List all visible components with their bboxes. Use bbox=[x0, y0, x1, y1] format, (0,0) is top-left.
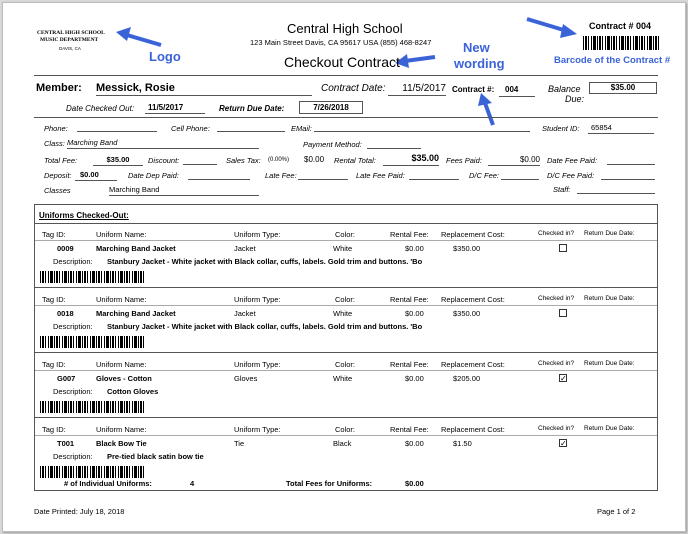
date-printed: Date Printed: July 18, 2018 bbox=[34, 507, 125, 516]
annotation-barcode: Barcode of the Contract # bbox=[554, 55, 671, 66]
item-barcode-icon bbox=[40, 336, 144, 348]
description-label: Description: bbox=[53, 387, 93, 396]
uniform-color: White bbox=[333, 309, 353, 318]
total-fee-label: Total Fee: bbox=[44, 156, 78, 165]
tag-id: 0018 bbox=[57, 309, 74, 318]
uniform-type-header: Uniform Type: bbox=[234, 230, 281, 239]
tag-id-header: Tag ID: bbox=[42, 230, 66, 239]
staff-field bbox=[577, 193, 655, 194]
uniform-name-header: Uniform Name: bbox=[96, 425, 147, 434]
discount-field bbox=[183, 164, 217, 165]
replacement-cost-header: Replacement Cost: bbox=[441, 360, 505, 369]
payment-method-field bbox=[367, 148, 421, 149]
date-dep-paid-field bbox=[188, 179, 250, 180]
contract-num-value: 004 bbox=[499, 85, 535, 97]
checked-in-checkbox[interactable]: ✓ bbox=[560, 374, 567, 383]
checked-in-header: Checked in? bbox=[538, 230, 575, 237]
class-label: Class: bbox=[44, 139, 65, 148]
uniforms-section bbox=[34, 204, 658, 491]
logo-line3: DAVIS, CA bbox=[59, 46, 81, 51]
date-out-value: 11/5/2017 bbox=[145, 103, 205, 114]
email-field bbox=[314, 131, 530, 132]
color-header: Color: bbox=[335, 295, 356, 304]
page-title: Checkout Contract bbox=[284, 54, 400, 70]
checked-in-checkbox[interactable] bbox=[559, 309, 567, 317]
uniform-color: White bbox=[333, 374, 353, 383]
rental-fee-header: Rental Fee: bbox=[390, 230, 429, 239]
divider bbox=[35, 240, 657, 241]
late-fee-paid-label: Late Fee Paid: bbox=[356, 171, 405, 180]
contract-barcode-icon bbox=[583, 36, 659, 50]
divider bbox=[35, 370, 657, 371]
cell-label: Cell Phone: bbox=[171, 124, 210, 133]
rental-total-label: Rental Total: bbox=[334, 156, 376, 165]
tag-id: G007 bbox=[57, 374, 76, 383]
member-name: Messick, Rosie bbox=[96, 82, 312, 96]
uniform-name-header: Uniform Name: bbox=[96, 295, 147, 304]
member-label: Member: bbox=[36, 82, 82, 94]
contract-num-label: Contract #: bbox=[452, 85, 495, 94]
annotation-wording: wording bbox=[454, 56, 505, 71]
return-due-label: Return Due Date: bbox=[219, 104, 285, 113]
rental-fee-header: Rental Fee: bbox=[390, 425, 429, 434]
color-header: Color: bbox=[335, 425, 356, 434]
deposit-label: Deposit: bbox=[44, 171, 72, 180]
contract-page bbox=[2, 2, 686, 532]
logo-line1: CENTRAL HIGH SCHOOL bbox=[37, 30, 105, 36]
replacement-cost-header: Replacement Cost: bbox=[441, 230, 505, 239]
checked-in-checkbox[interactable] bbox=[559, 244, 567, 252]
date-dep-paid-label: Date Dep Paid: bbox=[128, 171, 179, 180]
return-due-header: Return Due Date: bbox=[584, 230, 635, 237]
dc-fee-paid-label: D/C Fee Paid: bbox=[547, 171, 595, 180]
checked-in-header: Checked in? bbox=[538, 425, 575, 432]
rental-fee: $0.00 bbox=[405, 374, 424, 383]
replacement-cost: $350.00 bbox=[453, 309, 481, 318]
divider bbox=[35, 435, 657, 436]
school-name: Central High School bbox=[287, 21, 403, 36]
description-label: Description: bbox=[53, 322, 93, 331]
phone-field bbox=[77, 131, 157, 132]
description-value: Cotton Gloves bbox=[107, 387, 159, 396]
uniform-type-header: Uniform Type: bbox=[234, 360, 281, 369]
tag-id: T001 bbox=[57, 439, 75, 448]
late-fee-paid-field bbox=[409, 179, 459, 180]
item-barcode-icon bbox=[40, 401, 144, 413]
phone-label: Phone: bbox=[44, 124, 68, 133]
rental-fee-header: Rental Fee: bbox=[390, 360, 429, 369]
school-address: 123 Main Street Davis, CA 95617 USA (855) 468-8247 bbox=[250, 38, 432, 47]
uniform-item bbox=[35, 224, 657, 286]
logo-line2: MUSIC DEPARTMENT bbox=[40, 37, 99, 43]
rental-total-value: $35.00 bbox=[383, 153, 439, 166]
description-value: Stanbury Jacket - White jacket with Black collar, cuffs, labels. Gold trim and buttons. 'Bo bbox=[107, 322, 423, 331]
date-fee-paid-label: Date Fee Paid: bbox=[547, 156, 598, 165]
return-due-value: 7/26/2018 bbox=[299, 101, 363, 114]
uniform-color: White bbox=[333, 244, 353, 253]
uniform-count-value: 4 bbox=[190, 479, 195, 488]
payment-method-label: Payment Method: bbox=[303, 140, 362, 149]
uniform-type: Jacket bbox=[234, 244, 256, 253]
uniform-color: Black bbox=[333, 439, 352, 448]
late-fee-label: Late Fee: bbox=[265, 171, 297, 180]
description-value: Pre-tied black satin bow tie bbox=[107, 452, 204, 461]
uniform-type-header: Uniform Type: bbox=[234, 295, 281, 304]
divider bbox=[35, 287, 657, 288]
return-due-header: Return Due Date: bbox=[584, 360, 635, 367]
annotation-logo: Logo bbox=[149, 49, 181, 64]
tag-id: 0009 bbox=[57, 244, 74, 253]
classes-value: Marching Band bbox=[109, 185, 259, 196]
color-header: Color: bbox=[335, 360, 356, 369]
uniform-item bbox=[35, 354, 657, 416]
contract-date-value: 11/5/2017 bbox=[388, 83, 446, 96]
classes-label: Classes bbox=[44, 186, 71, 195]
tax-value: $0.00 bbox=[304, 155, 325, 164]
return-due-header: Return Due Date: bbox=[584, 425, 635, 432]
item-barcode-icon bbox=[40, 271, 144, 283]
dc-fee-label: D/C Fee: bbox=[469, 171, 500, 180]
annotation-new: New bbox=[463, 40, 490, 55]
description-label: Description: bbox=[53, 452, 93, 461]
sales-tax-label: Sales Tax: bbox=[226, 156, 261, 165]
replacement-cost: $205.00 bbox=[453, 374, 481, 383]
balance-label-1: Balance bbox=[548, 84, 581, 94]
dc-fee-paid-field bbox=[601, 179, 655, 180]
checked-in-header: Checked in? bbox=[538, 295, 575, 302]
checked-in-header: Checked in? bbox=[538, 360, 575, 367]
uniform-item bbox=[35, 419, 657, 481]
rental-fee: $0.00 bbox=[405, 439, 424, 448]
fees-paid-label: Fees Paid: bbox=[446, 156, 482, 165]
color-header: Color: bbox=[335, 230, 356, 239]
divider bbox=[34, 75, 658, 76]
uniform-name: Black Bow Tie bbox=[96, 439, 147, 448]
replacement-cost-header: Replacement Cost: bbox=[441, 295, 505, 304]
staff-label: Staff: bbox=[553, 185, 571, 194]
tag-id-header: Tag ID: bbox=[42, 425, 66, 434]
uniform-type: Gloves bbox=[234, 374, 258, 383]
uniform-count-label: # of Individual Uniforms: bbox=[64, 479, 152, 488]
tag-id-header: Tag ID: bbox=[42, 295, 66, 304]
late-fee-field bbox=[298, 179, 348, 180]
date-fee-paid-field bbox=[607, 164, 655, 165]
balance-label-2: Due: bbox=[565, 94, 585, 104]
contract-number-label: Contract # 004 bbox=[589, 21, 652, 31]
date-out-label: Date Checked Out: bbox=[66, 104, 135, 113]
tax-rate: (0.00%) bbox=[268, 157, 290, 163]
rental-fee: $0.00 bbox=[405, 309, 424, 318]
page-number: Page 1 of 2 bbox=[597, 507, 636, 516]
uniform-item bbox=[35, 289, 657, 351]
contract-date-label: Contract Date: bbox=[321, 83, 386, 94]
uniform-type: Jacket bbox=[234, 309, 256, 318]
uniforms-heading: Uniforms Checked-Out: bbox=[39, 211, 129, 220]
replacement-cost: $1.50 bbox=[453, 439, 472, 448]
uniform-name-header: Uniform Name: bbox=[96, 230, 147, 239]
dc-fee-field bbox=[501, 179, 539, 180]
student-id-value: 65854 bbox=[588, 123, 654, 134]
uniform-total-label: Total Fees for Uniforms: bbox=[286, 479, 373, 488]
description-value: Stanbury Jacket - White jacket with Black collar, cuffs, labels. Gold trim and buttons. 'Bo bbox=[107, 257, 423, 266]
rental-fee: $0.00 bbox=[405, 244, 424, 253]
cell-field bbox=[217, 131, 285, 132]
email-label: EMail: bbox=[291, 124, 312, 133]
uniform-name-header: Uniform Name: bbox=[96, 360, 147, 369]
uniform-total-value: $0.00 bbox=[405, 479, 424, 488]
student-id-label: Student ID: bbox=[542, 124, 580, 133]
total-fee-value: $35.00 bbox=[93, 155, 143, 166]
class-value: Marching Band bbox=[67, 138, 259, 149]
uniform-name: Marching Band Jacket bbox=[96, 309, 176, 318]
uniform-type-header: Uniform Type: bbox=[234, 425, 281, 434]
tag-id-header: Tag ID: bbox=[42, 360, 66, 369]
fees-paid-value: $0.00 bbox=[488, 155, 540, 166]
checked-in-checkbox[interactable]: ✓ bbox=[560, 439, 567, 448]
uniform-name: Marching Band Jacket bbox=[96, 244, 176, 253]
divider bbox=[35, 305, 657, 306]
deposit-value: $0.00 bbox=[75, 170, 117, 181]
rental-fee-header: Rental Fee: bbox=[390, 295, 429, 304]
uniform-type: Tie bbox=[234, 439, 245, 448]
discount-label: Discount: bbox=[148, 156, 180, 165]
divider bbox=[35, 417, 657, 418]
uniform-name: Gloves - Cotton bbox=[96, 374, 152, 383]
replacement-cost: $350.00 bbox=[453, 244, 481, 253]
divider bbox=[34, 117, 658, 118]
item-barcode-icon bbox=[40, 466, 144, 478]
return-due-header: Return Due Date: bbox=[584, 295, 635, 302]
balance-value: $35.00 bbox=[589, 82, 657, 94]
description-label: Description: bbox=[53, 257, 93, 266]
divider bbox=[35, 352, 657, 353]
replacement-cost-header: Replacement Cost: bbox=[441, 425, 505, 434]
